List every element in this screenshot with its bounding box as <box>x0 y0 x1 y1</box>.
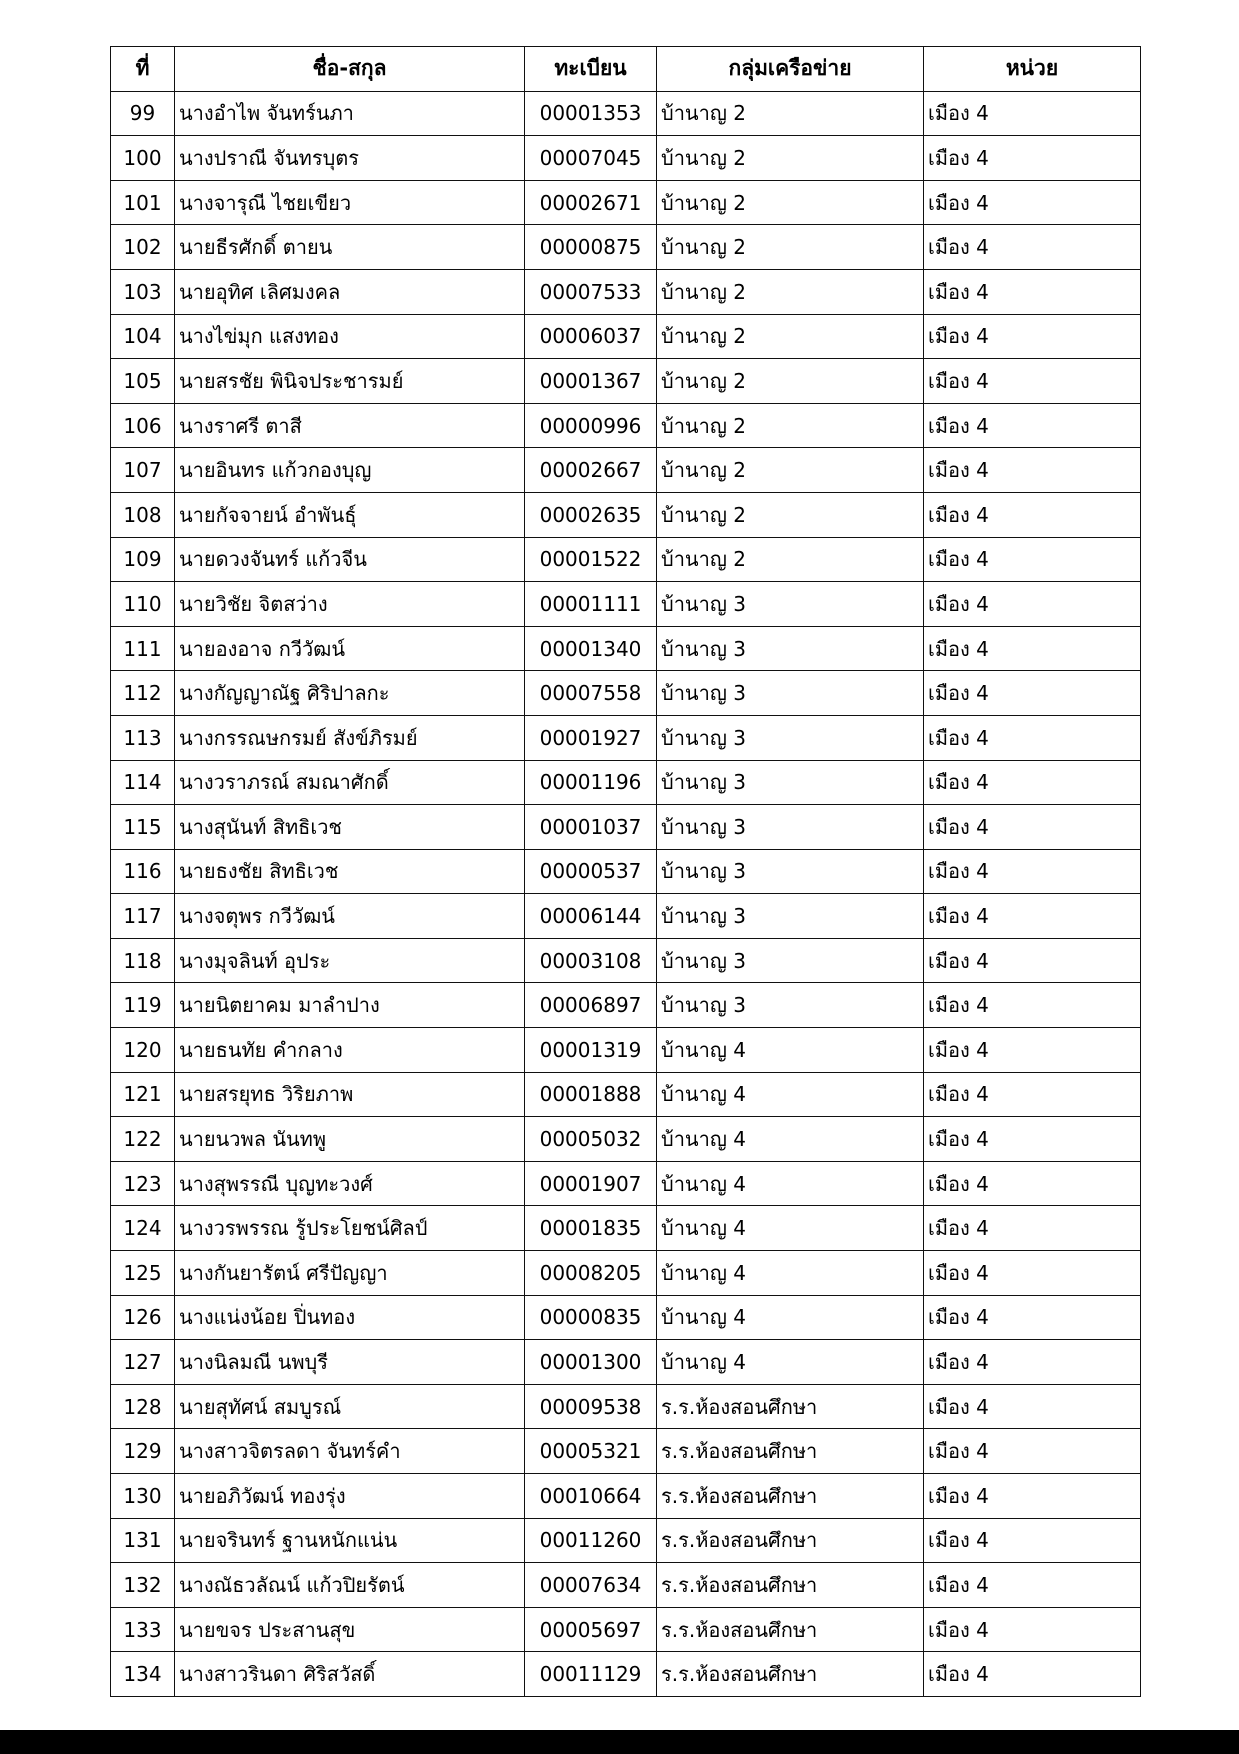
table-row <box>111 849 1141 894</box>
cell-unit: เมือง 4 <box>924 849 1141 894</box>
cell-registration: 00001111 <box>525 582 657 627</box>
cell-network-group: ร.ร.ห้องสอนศึกษา <box>657 1518 924 1563</box>
table-row <box>111 136 1141 181</box>
header-number: ที่ <box>111 47 175 92</box>
cell-unit: เมือง 4 <box>924 136 1141 181</box>
cell-number: 133 <box>111 1607 175 1652</box>
table-row <box>111 225 1141 270</box>
cell-registration: 00010664 <box>525 1474 657 1519</box>
cell-registration: 00007634 <box>525 1563 657 1608</box>
cell-registration: 00005697 <box>525 1607 657 1652</box>
cell-name: นางสาวจิตรลดา จันทร์คำ <box>175 1429 525 1474</box>
table-row <box>111 1429 1141 1474</box>
cell-name: นายขจร ประสานสุข <box>175 1607 525 1652</box>
table-row <box>111 91 1141 136</box>
cell-unit: เมือง 4 <box>924 626 1141 671</box>
cell-number: 115 <box>111 805 175 850</box>
cell-network-group: บ้านาญ 2 <box>657 359 924 404</box>
cell-name: นางกัญญาณัฐ ศิริปาลกะ <box>175 671 525 716</box>
cell-network-group: บ้านาญ 3 <box>657 671 924 716</box>
header-name: ชื่อ-สกุล <box>175 47 525 92</box>
cell-number: 129 <box>111 1429 175 1474</box>
cell-name: นางสาวรินดา ศิริสวัสดิ์ <box>175 1652 525 1697</box>
cell-unit: เมือง 4 <box>924 1295 1141 1340</box>
cell-unit: เมือง 4 <box>924 1206 1141 1251</box>
cell-name: นางจตุพร กวีวัฒน์ <box>175 894 525 939</box>
cell-number: 99 <box>111 91 175 136</box>
cell-name: นายธนทัย คำกลาง <box>175 1028 525 1073</box>
member-table <box>110 46 1141 1697</box>
cell-unit: เมือง 4 <box>924 1384 1141 1429</box>
cell-network-group: บ้านาญ 3 <box>657 938 924 983</box>
table-header <box>111 47 1141 92</box>
table-row <box>111 1607 1141 1652</box>
cell-number: 121 <box>111 1072 175 1117</box>
cell-network-group: บ้านาญ 4 <box>657 1206 924 1251</box>
cell-number: 118 <box>111 938 175 983</box>
cell-unit: เมือง 4 <box>924 1161 1141 1206</box>
cell-registration: 00001353 <box>525 91 657 136</box>
cell-number: 127 <box>111 1340 175 1385</box>
cell-name: นางแน่งน้อย ปิ่นทอง <box>175 1295 525 1340</box>
cell-network-group: บ้านาญ 3 <box>657 715 924 760</box>
cell-unit: เมือง 4 <box>924 91 1141 136</box>
cell-number: 103 <box>111 269 175 314</box>
cell-registration: 00007558 <box>525 671 657 716</box>
cell-name: นายอินทร แก้วกองบุญ <box>175 448 525 493</box>
cell-registration: 00001319 <box>525 1028 657 1073</box>
cell-registration: 00001927 <box>525 715 657 760</box>
cell-number: 126 <box>111 1295 175 1340</box>
cell-unit: เมือง 4 <box>924 671 1141 716</box>
cell-network-group: บ้านาญ 2 <box>657 136 924 181</box>
cell-network-group: บ้านาญ 3 <box>657 582 924 627</box>
cell-name: นางกรรณษกรมย์ สังข์ภิรมย์ <box>175 715 525 760</box>
cell-number: 124 <box>111 1206 175 1251</box>
cell-registration: 00005032 <box>525 1117 657 1162</box>
cell-unit: เมือง 4 <box>924 1429 1141 1474</box>
cell-unit: เมือง 4 <box>924 492 1141 537</box>
cell-unit: เมือง 4 <box>924 760 1141 805</box>
cell-number: 119 <box>111 983 175 1028</box>
scan-border <box>0 1730 1239 1754</box>
table-row <box>111 359 1141 404</box>
table-row <box>111 1161 1141 1206</box>
cell-name: นายกัจจายน์ อำพันธุ์ <box>175 492 525 537</box>
cell-unit: เมือง 4 <box>924 1072 1141 1117</box>
cell-unit: เมือง 4 <box>924 1518 1141 1563</box>
cell-unit: เมือง 4 <box>924 225 1141 270</box>
cell-name: นางไข่มุก แสงทอง <box>175 314 525 359</box>
cell-network-group: บ้านาญ 3 <box>657 626 924 671</box>
cell-network-group: บ้านาญ 2 <box>657 537 924 582</box>
table-row <box>111 1117 1141 1162</box>
cell-network-group: บ้านาญ 3 <box>657 894 924 939</box>
table-row <box>111 537 1141 582</box>
cell-network-group: บ้านาญ 2 <box>657 91 924 136</box>
table-row <box>111 805 1141 850</box>
cell-number: 107 <box>111 448 175 493</box>
cell-name: นายอุทิศ เลิศมงคล <box>175 269 525 314</box>
cell-registration: 00001037 <box>525 805 657 850</box>
cell-name: นางมุจลินท์ อุประ <box>175 938 525 983</box>
table-row <box>111 1206 1141 1251</box>
table-row <box>111 1652 1141 1697</box>
cell-name: นางนิลมณี นพบุรี <box>175 1340 525 1385</box>
table-row <box>111 269 1141 314</box>
cell-unit: เมือง 4 <box>924 314 1141 359</box>
cell-unit: เมือง 4 <box>924 403 1141 448</box>
cell-number: 134 <box>111 1652 175 1697</box>
cell-number: 109 <box>111 537 175 582</box>
header-registration: ทะเบียน <box>525 47 657 92</box>
table-row <box>111 1295 1141 1340</box>
cell-registration: 00003108 <box>525 938 657 983</box>
cell-name: นายสรชัย พินิจประชารมย์ <box>175 359 525 404</box>
cell-unit: เมือง 4 <box>924 1340 1141 1385</box>
cell-name: นางวราภรณ์ สมณาศักดิ์ <box>175 760 525 805</box>
table-row <box>111 1251 1141 1296</box>
cell-unit: เมือง 4 <box>924 269 1141 314</box>
cell-unit: เมือง 4 <box>924 1117 1141 1162</box>
cell-number: 100 <box>111 136 175 181</box>
cell-number: 101 <box>111 180 175 225</box>
cell-network-group: บ้านาญ 4 <box>657 1161 924 1206</box>
cell-registration: 00002671 <box>525 180 657 225</box>
table-row <box>111 1072 1141 1117</box>
cell-number: 122 <box>111 1117 175 1162</box>
cell-network-group: บ้านาญ 3 <box>657 805 924 850</box>
cell-registration: 00011129 <box>525 1652 657 1697</box>
cell-name: นางสุพรรณี บุญทะวงศ์ <box>175 1161 525 1206</box>
table-row <box>111 1384 1141 1429</box>
header-row <box>111 47 1141 92</box>
cell-network-group: ร.ร.ห้องสอนศึกษา <box>657 1474 924 1519</box>
cell-registration: 00002635 <box>525 492 657 537</box>
cell-unit: เมือง 4 <box>924 1028 1141 1073</box>
cell-network-group: บ้านาญ 2 <box>657 492 924 537</box>
cell-registration: 00001522 <box>525 537 657 582</box>
table-row <box>111 403 1141 448</box>
cell-registration: 00000537 <box>525 849 657 894</box>
cell-number: 128 <box>111 1384 175 1429</box>
cell-registration: 00001367 <box>525 359 657 404</box>
cell-registration: 00009538 <box>525 1384 657 1429</box>
cell-number: 102 <box>111 225 175 270</box>
table-row <box>111 1474 1141 1519</box>
cell-unit: เมือง 4 <box>924 938 1141 983</box>
cell-network-group: บ้านาญ 2 <box>657 403 924 448</box>
cell-network-group: บ้านาญ 2 <box>657 448 924 493</box>
cell-unit: เมือง 4 <box>924 1474 1141 1519</box>
table-row <box>111 626 1141 671</box>
cell-unit: เมือง 4 <box>924 1563 1141 1608</box>
cell-name: นายดวงจันทร์ แก้วจีน <box>175 537 525 582</box>
cell-unit: เมือง 4 <box>924 894 1141 939</box>
cell-registration: 00001907 <box>525 1161 657 1206</box>
cell-name: นายธงชัย สิทธิเวช <box>175 849 525 894</box>
cell-registration: 00006037 <box>525 314 657 359</box>
table-row <box>111 448 1141 493</box>
cell-registration: 00007045 <box>525 136 657 181</box>
table-row <box>111 1340 1141 1385</box>
cell-number: 114 <box>111 760 175 805</box>
cell-number: 130 <box>111 1474 175 1519</box>
cell-network-group: บ้านาญ 4 <box>657 1340 924 1385</box>
cell-number: 104 <box>111 314 175 359</box>
cell-number: 125 <box>111 1251 175 1296</box>
cell-unit: เมือง 4 <box>924 448 1141 493</box>
header-network-group: กลุ่มเครือข่าย <box>657 47 924 92</box>
cell-number: 131 <box>111 1518 175 1563</box>
cell-name: นายสุทัศน์ สมบูรณ์ <box>175 1384 525 1429</box>
cell-registration: 00002667 <box>525 448 657 493</box>
cell-registration: 00005321 <box>525 1429 657 1474</box>
cell-network-group: บ้านาญ 2 <box>657 225 924 270</box>
cell-registration: 00001300 <box>525 1340 657 1385</box>
cell-network-group: ร.ร.ห้องสอนศึกษา <box>657 1652 924 1697</box>
table-row <box>111 760 1141 805</box>
header-unit: หน่วย <box>924 47 1141 92</box>
cell-network-group: บ้านาญ 2 <box>657 269 924 314</box>
cell-network-group: บ้านาญ 3 <box>657 983 924 1028</box>
cell-number: 132 <box>111 1563 175 1608</box>
cell-registration: 00000875 <box>525 225 657 270</box>
table-row <box>111 1028 1141 1073</box>
cell-unit: เมือง 4 <box>924 1652 1141 1697</box>
cell-network-group: บ้านาญ 4 <box>657 1028 924 1073</box>
table-body <box>111 91 1141 1696</box>
cell-name: นายนิตยาคม มาลำปาง <box>175 983 525 1028</box>
cell-unit: เมือง 4 <box>924 805 1141 850</box>
cell-unit: เมือง 4 <box>924 715 1141 760</box>
cell-network-group: บ้านาญ 2 <box>657 314 924 359</box>
cell-registration: 00001196 <box>525 760 657 805</box>
cell-number: 113 <box>111 715 175 760</box>
cell-network-group: บ้านาญ 3 <box>657 760 924 805</box>
cell-network-group: ร.ร.ห้องสอนศึกษา <box>657 1384 924 1429</box>
cell-name: นางจารุณี ไชยเขียว <box>175 180 525 225</box>
cell-name: นางสุนันท์ สิทธิเวช <box>175 805 525 850</box>
cell-number: 112 <box>111 671 175 716</box>
cell-network-group: บ้านาญ 4 <box>657 1251 924 1296</box>
table-row <box>111 894 1141 939</box>
cell-network-group: บ้านาญ 4 <box>657 1295 924 1340</box>
cell-network-group: บ้านาญ 3 <box>657 849 924 894</box>
cell-unit: เมือง 4 <box>924 983 1141 1028</box>
cell-unit: เมือง 4 <box>924 537 1141 582</box>
cell-registration: 00006144 <box>525 894 657 939</box>
cell-registration: 00011260 <box>525 1518 657 1563</box>
table-row <box>111 1563 1141 1608</box>
table-row <box>111 314 1141 359</box>
cell-number: 123 <box>111 1161 175 1206</box>
cell-name: นายนวพล นันทพู <box>175 1117 525 1162</box>
cell-unit: เมือง 4 <box>924 359 1141 404</box>
cell-name: นางราศรี ตาสี <box>175 403 525 448</box>
cell-registration: 00000996 <box>525 403 657 448</box>
cell-name: นายจรินทร์ ฐานหนักแน่น <box>175 1518 525 1563</box>
cell-network-group: ร.ร.ห้องสอนศึกษา <box>657 1607 924 1652</box>
cell-name: นายอภิวัฒน์ ทองรุ่ง <box>175 1474 525 1519</box>
table-row <box>111 983 1141 1028</box>
table-row <box>111 492 1141 537</box>
cell-number: 106 <box>111 403 175 448</box>
cell-number: 117 <box>111 894 175 939</box>
cell-name: นางวรพรรณ รู้ประโยชน์ศิลป์ <box>175 1206 525 1251</box>
cell-unit: เมือง 4 <box>924 1251 1141 1296</box>
cell-network-group: บ้านาญ 2 <box>657 180 924 225</box>
cell-number: 120 <box>111 1028 175 1073</box>
table-row <box>111 938 1141 983</box>
cell-registration: 00000835 <box>525 1295 657 1340</box>
cell-number: 111 <box>111 626 175 671</box>
cell-registration: 00008205 <box>525 1251 657 1296</box>
table-row <box>111 715 1141 760</box>
cell-name: นายวิชัย จิตสว่าง <box>175 582 525 627</box>
cell-unit: เมือง 4 <box>924 180 1141 225</box>
cell-name: นางกันยารัตน์ ศรีปัญญา <box>175 1251 525 1296</box>
cell-registration: 00006897 <box>525 983 657 1028</box>
cell-registration: 00007533 <box>525 269 657 314</box>
cell-number: 108 <box>111 492 175 537</box>
cell-unit: เมือง 4 <box>924 582 1141 627</box>
cell-registration: 00001888 <box>525 1072 657 1117</box>
cell-unit: เมือง 4 <box>924 1607 1141 1652</box>
cell-name: นายธีรศักดิ์ ตายน <box>175 225 525 270</box>
table-row <box>111 671 1141 716</box>
cell-network-group: บ้านาญ 4 <box>657 1117 924 1162</box>
cell-name: นายองอาจ กวีวัฒน์ <box>175 626 525 671</box>
table-row <box>111 1518 1141 1563</box>
cell-registration: 00001835 <box>525 1206 657 1251</box>
cell-name: นางณัธวลัณน์ แก้วปิยรัตน์ <box>175 1563 525 1608</box>
cell-network-group: ร.ร.ห้องสอนศึกษา <box>657 1429 924 1474</box>
cell-number: 105 <box>111 359 175 404</box>
cell-network-group: ร.ร.ห้องสอนศึกษา <box>657 1563 924 1608</box>
cell-number: 116 <box>111 849 175 894</box>
cell-name: นางอำไพ จันทร์นภา <box>175 91 525 136</box>
table-row <box>111 180 1141 225</box>
table-row <box>111 582 1141 627</box>
cell-name: นายสรยุทธ วิริยภาพ <box>175 1072 525 1117</box>
cell-registration: 00001340 <box>525 626 657 671</box>
cell-number: 110 <box>111 582 175 627</box>
cell-network-group: บ้านาญ 4 <box>657 1072 924 1117</box>
cell-name: นางปราณี จันทรบุตร <box>175 136 525 181</box>
